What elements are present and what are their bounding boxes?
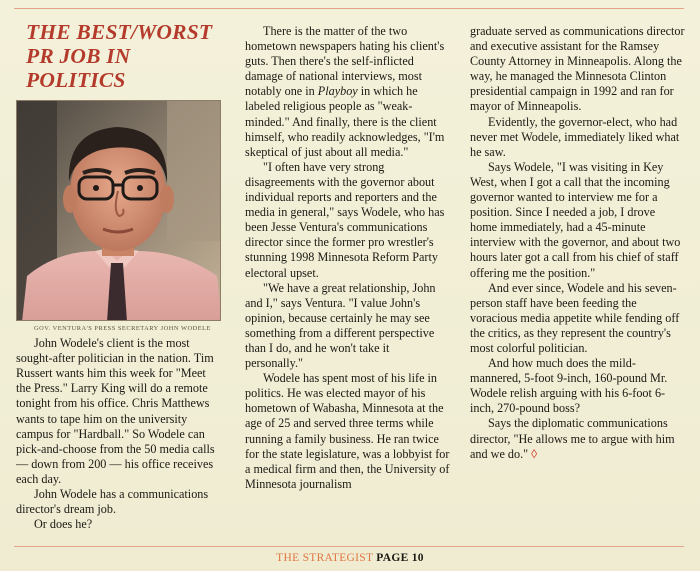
- headline: [26, 20, 221, 92]
- publication-name: THE STRATEGIST: [276, 552, 374, 564]
- column-2-paragraph-2: "I often have very strong disagreements with the governor about individual reports and reporters and the media in general," says Wodele, who has been Jesse Ventura's communications director since the former pro wrestler's stunning 1998 Minnesota Reform Party electoral upset.: [245, 159, 445, 280]
- page-number: PAGE 10: [376, 552, 424, 564]
- column-1-paragraph-2: John Wodele has a communications director's dream job.: [16, 487, 209, 517]
- column-2-paragraph-1-text-a: There is the matter of the two hometown newspapers hating his client's guts. Then there's the self-inflicted damage of national interviews, most notably one in: [245, 24, 445, 99]
- portrait-photo: [16, 100, 221, 321]
- top-rule: [14, 8, 684, 9]
- headline-line-1: THE BEST/WORST: [26, 20, 213, 44]
- photo-caption: GOV. VENTURA'S PRESS SECRETARY JOHN WODELE: [34, 325, 211, 332]
- column-1: [16, 16, 221, 532]
- portrait-illustration: [17, 101, 221, 321]
- column-3-closing-text: Says the diplomatic communications director, "He allows me to argue with him and we do.": [470, 416, 675, 461]
- column-1-paragraph-3: Or does he?: [34, 517, 93, 532]
- magazine-title-playboy: Playboy: [317, 84, 358, 99]
- column-3: [470, 24, 685, 462]
- column-2: [245, 24, 450, 492]
- bottom-rule: [14, 546, 684, 547]
- column-3-paragraph-1: graduate served as communications director and executive assistant for the Ramsey County Attorney in Minneapolis. Along the way, he managed the Minnesota Clinton presidential campaign in 1992 and ran for mayor of Minneapolis.: [470, 24, 685, 114]
- headline-line-2: PR JOB IN POLITICS: [26, 44, 131, 92]
- column-3-paragraph-5: And how much does the mild-mannered, 5-foot 9-inch, 160-pound Mr. Wodele relish arguing with his 6-foot 6-inch, 270-pound boss?: [470, 356, 668, 416]
- end-mark-icon: ◊: [531, 446, 538, 461]
- column-3-paragraph-6: [470, 416, 685, 461]
- column-2-paragraph-1-text-b: in which he labeled religious people as "weak-minded." And finally, there is the client himself, who readily acknowledges, "I'm skeptical of just about all media.": [245, 84, 445, 159]
- page-footer: [0, 552, 700, 564]
- column-1-paragraph-1: John Wodele's client is the most sought-after politician in the nation. Tim Russert wants him this week for "Meet the Press." Larry King will do a remote tonight from his office. Chris Matthews wants to tape him on the university campus for "Hardball." So Wodele can pick-and-choose from the 50 media calls — down from 200 — his office receives each day.: [16, 336, 215, 486]
- column-3-paragraph-2: Evidently, the governor-elect, who had never met Wodele, immediately liked what he saw.: [470, 114, 680, 159]
- column-2-paragraph-1: [245, 24, 450, 160]
- column-3-paragraph-4: And ever since, Wodele and his seven-person staff have been feeding the voracious media appetite while fending off the critics, as they represent the country's most colorful politician.: [470, 280, 680, 355]
- column-2-paragraph-3: "We have a great relationship, John and I," says Ventura. "I value John's opinion, because certainly he may see something from a different perspective than I do, and he won't take it personally.": [245, 280, 436, 371]
- column-3-paragraph-3: Says Wodele, "I was visiting in Key West, when I got a call that the incoming governor wanted to interview me for a position. Since I needed a job, I drove home immediately, had a 45-minute interview with the governor, and about two hours later got a call from his chief of staff offering me the position.": [470, 159, 681, 280]
- column-2-paragraph-4: Wodele has spent most of his life in politics. He was elected mayor of his hometown of Wabasha, Minnesota at the age of 25 and served three terms while running a family business. He ran twice for the state legislature, was a lobbyist for a medical firm and then, the University of Minnesota journalism: [245, 371, 450, 491]
